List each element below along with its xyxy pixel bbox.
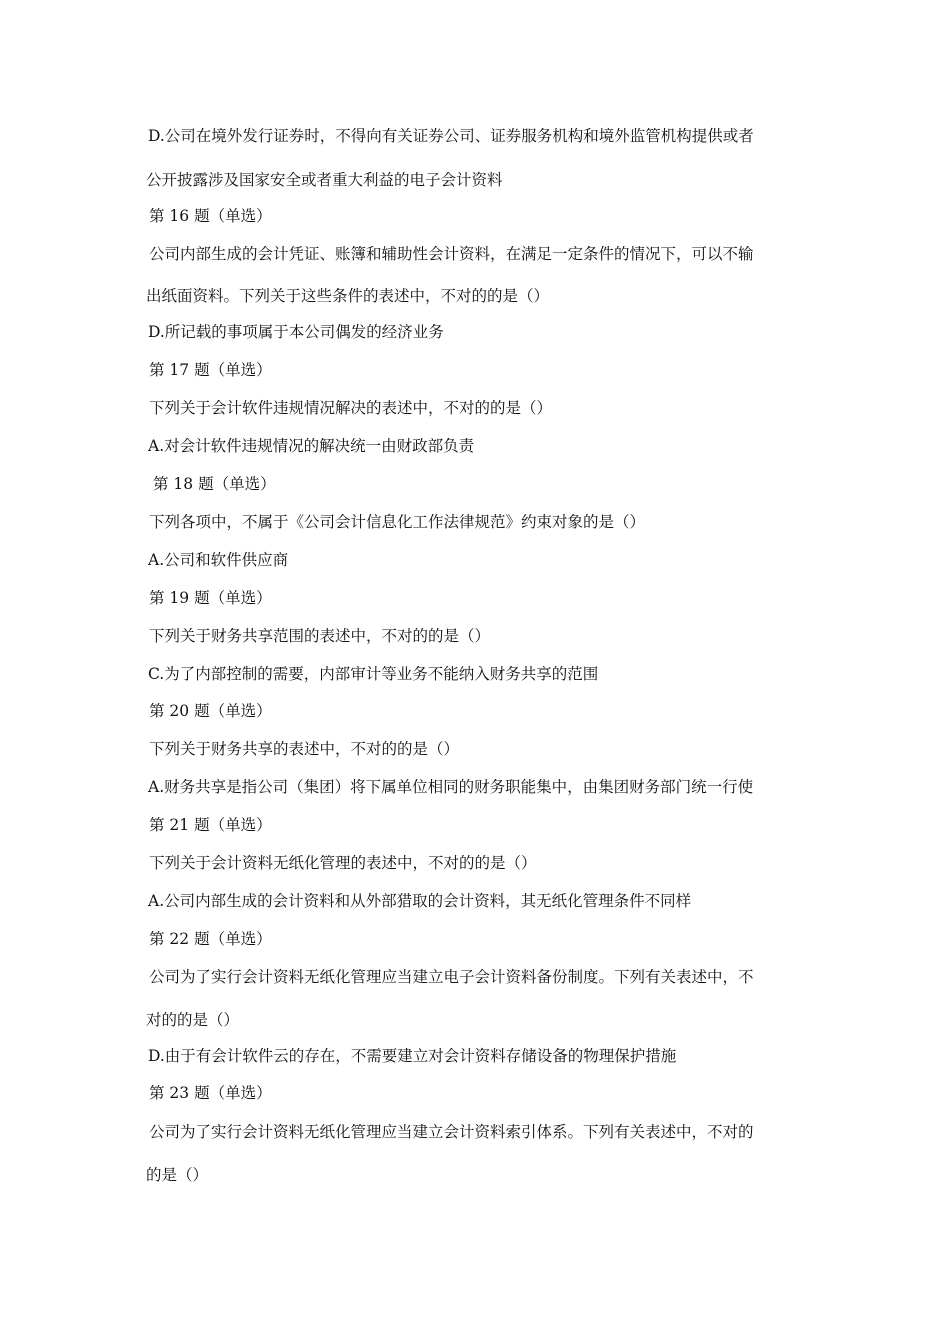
answer-line: D.由于有会计软件云的存在，不需要建立对会计资料存储设备的物理保护措施 [148, 1047, 677, 1065]
question-heading: 第 18 题（单选） [153, 475, 276, 493]
question-heading: 第 20 题（单选） [149, 702, 272, 720]
question-heading: 第 23 题（单选） [149, 1084, 272, 1102]
answer-line: A.财务共享是指公司（集团）将下属单位相同的财务职能集中，由集团财务部门统一行使 [148, 778, 754, 796]
question-text: 下列关于会计资料无纸化管理的表述中，不对的的是（） [149, 854, 537, 872]
question-text: 下列各项中，不属于《公司会计信息化工作法律规范》约束对象的是（） [149, 513, 646, 531]
answer-line: C.为了内部控制的需要，内部审计等业务不能纳入财务共享的范围 [148, 665, 599, 683]
question-text: 公司内部生成的会计凭证、账簿和辅助性会计资料，在满足一定条件的情况下，可以不输 [149, 245, 754, 263]
question-heading: 第 16 题（单选） [149, 207, 272, 225]
answer-continuation: 公开披露涉及国家安全或者重大利益的电子会计资料 [146, 171, 503, 189]
answer-line: A.公司内部生成的会计资料和从外部猎取的会计资料，其无纸化管理条件不同样 [148, 892, 692, 910]
answer-line: A.公司和软件供应商 [148, 551, 289, 569]
question-continuation: 对的的是（） [146, 1011, 240, 1029]
question-text: 公司为了实行会计资料无纸化管理应当建立会计资料索引体系。下列有关表述中，不对的 [149, 1123, 754, 1141]
answer-line: D.公司在境外发行证券时，不得向有关证券公司、证券服务机构和境外监管机构提供或者 [148, 127, 754, 145]
answer-line: A.对会计软件违规情况的解决统一由财政部负责 [148, 437, 475, 455]
question-text: 下列关于会计软件违规情况解决的表述中，不对的的是（） [149, 399, 553, 417]
question-text: 下列关于财务共享范围的表述中，不对的的是（） [149, 627, 491, 645]
question-continuation: 出纸面资料。下列关于这些条件的表述中，不对的的是（） [146, 287, 550, 305]
question-text: 下列关于财务共享的表述中，不对的的是（） [149, 740, 460, 758]
question-continuation: 的是（） [146, 1166, 209, 1184]
question-heading: 第 17 题（单选） [149, 361, 272, 379]
question-heading: 第 22 题（单选） [149, 930, 272, 948]
question-heading: 第 21 题（单选） [149, 816, 272, 834]
question-heading: 第 19 题（单选） [149, 589, 272, 607]
answer-line: D.所记载的事项属于本公司偶发的经济业务 [148, 323, 444, 341]
question-text: 公司为了实行会计资料无纸化管理应当建立电子会计资料备份制度。下列有关表述中，不 [149, 968, 754, 986]
